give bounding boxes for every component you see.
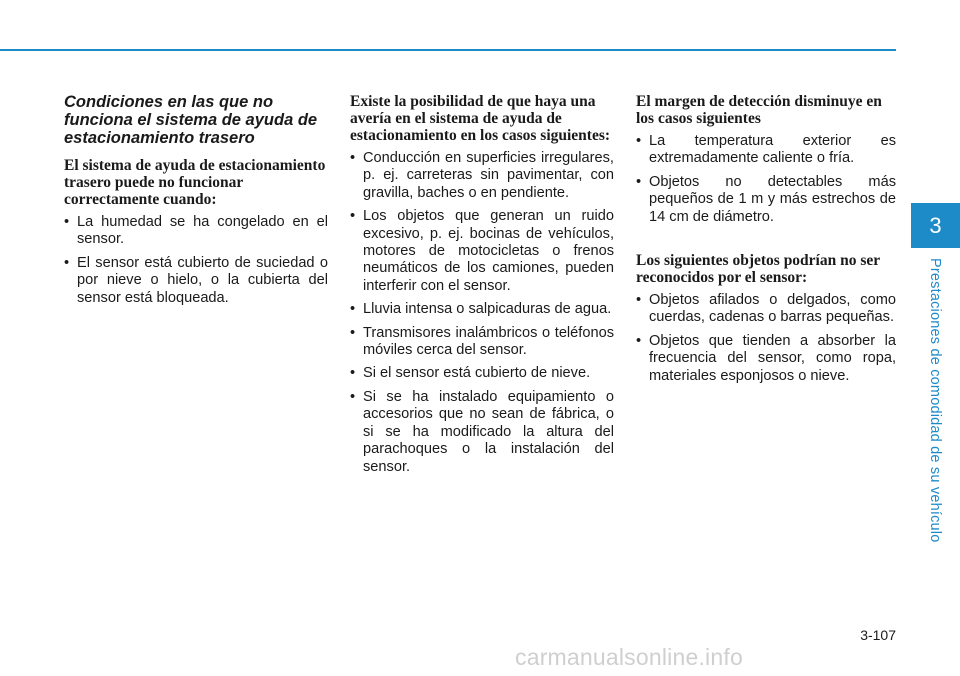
column-2 — [350, 93, 614, 482]
bullet-item: • Objetos afilados o delgados, como cuerdas, cadenas o barras pequeñas. — [636, 292, 896, 326]
section-heading: Condiciones en las que no funciona el sistema de ayuda de estacionamiento trasero — [64, 93, 318, 147]
bullet-icon: • — [350, 150, 356, 166]
page-number: 3-107 — [860, 627, 896, 643]
bullet-icon: • — [636, 292, 642, 309]
chapter-title: Prestaciones de comodidad de su vehículo — [927, 257, 943, 543]
bullet-item: • Conducción en superficies irregulares, p. ej. carreteras sin pavimentar, con gravilla, baches o en pendiente. — [350, 150, 614, 201]
bullet-icon: • — [64, 254, 70, 271]
column-1 — [64, 93, 328, 313]
bullet-icon: • — [636, 332, 642, 349]
chapter-tab — [911, 203, 960, 248]
header-rule — [0, 49, 896, 51]
section-subheading: El sistema de ayuda de estacionamiento trasero puede no funcionar correctamente cuando: — [64, 157, 326, 208]
bullet-icon: • — [350, 301, 356, 318]
bullet-item: • Lluvia intensa o salpicaduras de agua. — [350, 301, 612, 318]
chapter-title-vertical — [921, 255, 949, 545]
bullet-icon: • — [350, 388, 356, 405]
section-heading: El margen de detección disminuye en los casos siguientes — [636, 93, 882, 127]
bullet-item: • Objetos que tienden a absorber la frecuencia del sensor, como ropa, materiales esponjosos o nieve. — [636, 332, 896, 384]
bullet-item: • Si el sensor está cubierto de nieve. — [350, 365, 591, 382]
bullet-item: • Los objetos que generan un ruido excesivo, p. ej. bocinas de vehículos, motores de motocicletas o frenos neumáticos de los camiones, pueden interferir con el sensor. — [350, 208, 614, 294]
bullet-item: • La temperatura exterior es extremadamente caliente o fría. — [636, 133, 896, 167]
bullet-icon: • — [350, 365, 356, 382]
bullet-item: • La humedad se ha congelado en el sensor. — [64, 214, 328, 248]
bullet-icon: • — [350, 208, 356, 225]
bullet-icon: • — [636, 173, 642, 190]
bullet-list — [350, 150, 614, 476]
watermark: carmanualsonline.info — [515, 644, 743, 670]
bullet-item: • Transmisores inalámbricos o teléfonos móviles cerca del sensor. — [350, 324, 614, 359]
bullet-list — [636, 133, 896, 226]
bullet-list — [636, 292, 896, 385]
bullet-item: • El sensor está cubierto de suciedad o por nieve o hielo, o la cubierta del sensor está bloqueada. — [64, 254, 328, 306]
bullet-list — [64, 214, 328, 307]
bullet-icon: • — [636, 133, 642, 149]
bullet-item: • Si se ha instalado equipamiento o accesorios que no sean de fábrica, o si se ha modificado la altura del parachoques o la instalación del sensor. — [350, 388, 614, 475]
bullet-icon: • — [64, 214, 70, 230]
section-heading: Existe la posibilidad de que haya una avería en el sistema de ayuda de estacionamiento en los casos siguientes: — [350, 93, 611, 144]
section-heading: Los siguientes objetos podrían no ser reconocidos por el sensor: — [636, 252, 880, 287]
bullet-icon: • — [350, 324, 356, 341]
chapter-number: 3 — [929, 212, 942, 238]
bullet-item: • Objetos no detectables más pequeños de 1 m y más estrechos de 14 cm de diámetro. — [636, 173, 896, 225]
column-3 — [636, 93, 896, 391]
